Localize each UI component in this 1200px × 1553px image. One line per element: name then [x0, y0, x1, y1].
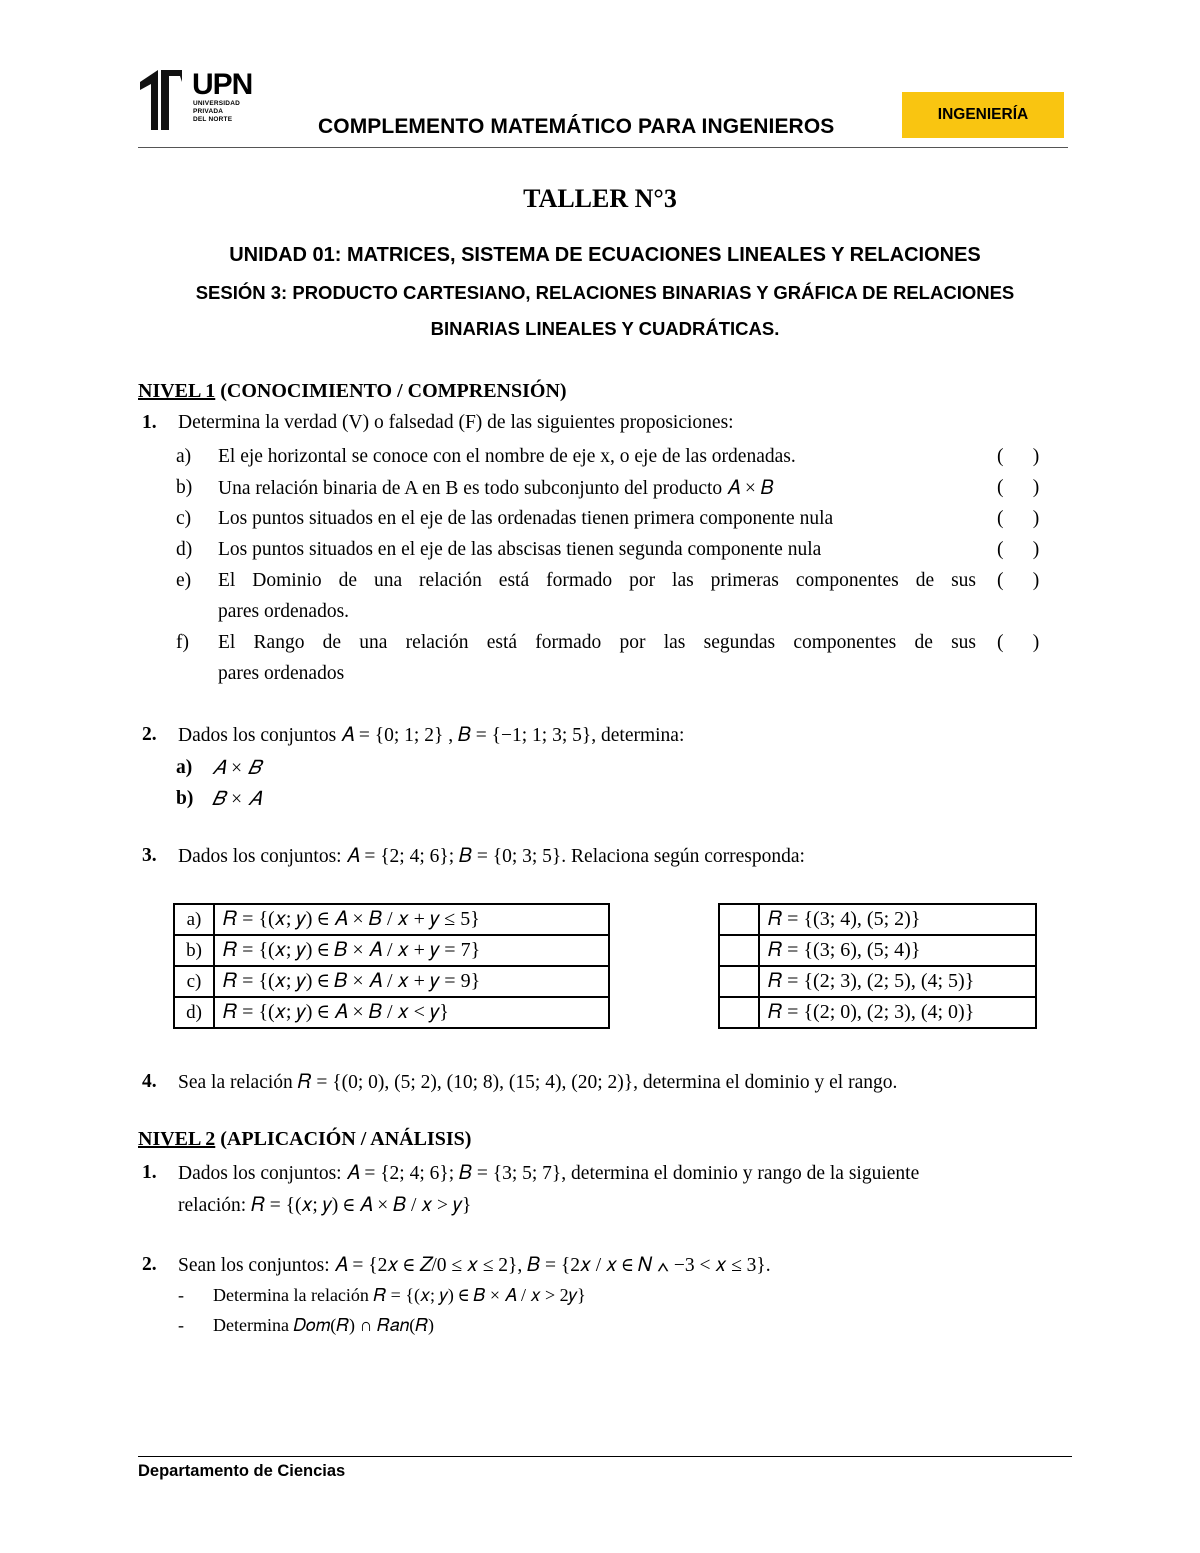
faculty-badge: INGENIERÍA [902, 92, 1064, 138]
row-label: a) [174, 904, 214, 935]
item-text: Los puntos situados en el eje de las abscisas tienen segunda componente nula [218, 539, 822, 560]
item-text: Los puntos situados en el eje de las ordenadas tienen primera componente nula [218, 508, 834, 529]
course-title: COMPLEMENTO MATEMÁTICO PARA INGENIEROS [318, 115, 835, 138]
workshop-title: TALLER N°3 [523, 184, 677, 213]
item-text-continued: pares ordenados [218, 663, 345, 684]
table-row [174, 904, 609, 935]
table-row [174, 966, 609, 997]
bullet-dash: - [178, 1315, 184, 1335]
answer-blank: ( ) [997, 632, 1040, 653]
question-number: 4. [142, 1071, 157, 1092]
bullet-text: Determina la relación 𝑅 = {(𝑥; 𝑦) ∈ 𝐵 × 𝐴 / 𝑥 > 2𝑦} [213, 1285, 586, 1305]
item-letter: f) [176, 632, 189, 653]
item-letter: b) [176, 788, 194, 809]
answer-blank: ( ) [997, 508, 1040, 529]
answer-blank: ( ) [997, 477, 1040, 498]
answer-cell[interactable] [719, 904, 759, 935]
answer-blank: ( ) [997, 539, 1040, 560]
level-2-heading: NIVEL 2 (APLICACIÓN / ANÁLISIS) [138, 1128, 472, 1150]
answer-blank: ( ) [997, 570, 1040, 591]
logo-wordmark: UPN [192, 68, 253, 101]
footer-department: Departamento de Ciencias [138, 1462, 346, 1480]
item-letter: a) [176, 446, 192, 467]
answer-cell[interactable] [719, 997, 759, 1028]
row-label: d) [174, 997, 214, 1028]
set-cell: 𝑅 = {(2; 3), (2; 5), (4; 5)} [759, 966, 1036, 997]
question-number: 1. [142, 1162, 157, 1183]
table-row [174, 997, 609, 1028]
answer-cell[interactable] [719, 935, 759, 966]
item-text: Una relación binaria de A en B es todo subconjunto del producto 𝐴 × 𝐵 [218, 478, 774, 499]
relations-table [173, 903, 610, 1029]
table-row [719, 997, 1036, 1028]
item-text: El Dominio de una relación está formado por las primeras componentes de sus [218, 570, 976, 591]
question-text: Determina la verdad (V) o falsedad (F) de las siguientes proposiciones: [178, 412, 734, 433]
question-text: Sean los conjuntos: 𝐴 = {2𝑥 ∈ 𝑍/0 ≤ 𝑥 ≤ 2}, 𝐵 = {2𝑥 / 𝑥 ∈ 𝑁 ∧ −3 < 𝑥 ≤ 3}. [178, 1255, 771, 1276]
item-text: El Rango de una relación está formado por las segundas componentes de sus [218, 632, 976, 653]
level-1-heading: NIVEL 1 (CONOCIMIENTO / COMPRENSIÓN) [138, 380, 567, 402]
relation-cell: 𝑅 = {(𝑥; 𝑦) ∈ 𝐵 × 𝐴 / 𝑥 + 𝑦 = 9} [214, 966, 609, 997]
item-letter: c) [176, 508, 192, 529]
set-cell: 𝑅 = {(3; 4), (5; 2)} [759, 904, 1036, 935]
bullet-text: Determina 𝐷𝑜𝑚(𝑅) ∩ 𝑅𝑎𝑛(𝑅) [213, 1315, 434, 1335]
session-title-line1: SESIÓN 3: PRODUCTO CARTESIANO, RELACIONES BINARIAS Y GRÁFICA DE RELACIONES [195, 282, 1015, 303]
session-title-line2: BINARIAS LINEALES Y CUADRÁTICAS. [430, 318, 780, 339]
item-text: El eje horizontal se conoce con el nombre de eje x, o eje de las ordenadas. [218, 446, 796, 467]
question-number: 1. [142, 412, 157, 433]
question-text: Dados los conjuntos: 𝐴 = {2; 4; 6}; 𝐵 = {0; 3; 5}. Relaciona según corresponda: [178, 846, 805, 867]
question-text: Sea la relación 𝑅 = {(0; 0), (5; 2), (10; 8), (15; 4), (20; 2)}, determina el dominio y el rango. [178, 1072, 898, 1093]
set-cell: 𝑅 = {(2; 0), (2; 3), (4; 0)} [759, 997, 1036, 1028]
item-letter: a) [176, 757, 193, 778]
table-row [719, 904, 1036, 935]
question-number: 3. [142, 845, 157, 866]
unit-title: UNIDAD 01: MATRICES, SISTEMA DE ECUACIONES LINEALES Y RELACIONES [229, 244, 981, 266]
table-row [719, 935, 1036, 966]
row-label: c) [174, 966, 214, 997]
header-divider [138, 147, 1068, 148]
logo-university-name: UNIVERSIDAD PRIVADA DEL NORTE [193, 100, 240, 123]
answer-blank: ( ) [997, 446, 1040, 467]
question-text: Dados los conjuntos 𝐴 = {0; 1; 2} , 𝐵 = {−1; 1; 3; 5}, determina: [178, 725, 685, 746]
set-cell: 𝑅 = {(3; 6), (5; 4)} [759, 935, 1036, 966]
item-letter: e) [176, 570, 192, 591]
relation-cell: 𝑅 = {(𝑥; 𝑦) ∈ 𝐴 × 𝐵 / 𝑥 < 𝑦} [214, 997, 609, 1028]
table-row [174, 935, 609, 966]
item-text: 𝐴 × 𝐵 [212, 758, 261, 779]
sets-table [718, 903, 1037, 1029]
question-number: 2. [142, 724, 157, 745]
item-letter: b) [176, 477, 193, 498]
bullet-dash: - [178, 1285, 184, 1305]
upn-logo-icon [140, 70, 182, 130]
item-text: 𝐵 × 𝐴 [212, 789, 261, 810]
relation-cell: 𝑅 = {(𝑥; 𝑦) ∈ 𝐵 × 𝐴 / 𝑥 + 𝑦 = 7} [214, 935, 609, 966]
table-row [719, 966, 1036, 997]
question-text-continued: relación: 𝑅 = {(𝑥; 𝑦) ∈ 𝐴 × 𝐵 / 𝑥 > 𝑦} [178, 1195, 472, 1216]
item-text-continued: pares ordenados. [218, 601, 350, 622]
question-number: 2. [142, 1254, 157, 1275]
answer-cell[interactable] [719, 966, 759, 997]
footer-divider [138, 1456, 1072, 1457]
question-text: Dados los conjuntos: 𝐴 = {2; 4; 6}; 𝐵 = {3; 5; 7}, determina el dominio y rango de la siguiente [178, 1163, 920, 1184]
relation-cell: 𝑅 = {(𝑥; 𝑦) ∈ 𝐴 × 𝐵 / 𝑥 + 𝑦 ≤ 5} [214, 904, 609, 935]
row-label: b) [174, 935, 214, 966]
item-letter: d) [176, 539, 193, 560]
